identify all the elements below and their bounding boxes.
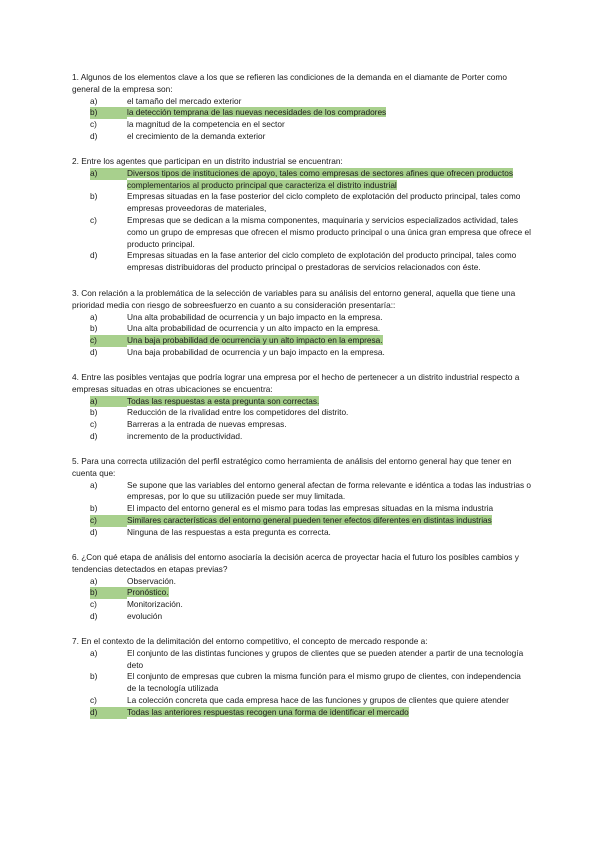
- option-c: [90, 215, 532, 250]
- option-text: Una baja probabilidad de ocurrencia y un bajo impacto en la empresa.: [127, 346, 385, 357]
- option-text: Empresas que se dedican a la misma componentes, maquinaria y servicios especializados actividad, tales como un grupo de empresas que ofrecen el mismo producto principal o una única gran empresa que ofrece el producto principal.: [127, 214, 532, 249]
- option-letter: a): [90, 575, 98, 586]
- option-letter: a): [90, 647, 98, 658]
- option-letter: a): [90, 479, 98, 490]
- question-7: [72, 636, 532, 719]
- option-c: [90, 119, 532, 131]
- option-b: [90, 323, 532, 335]
- option-b: [90, 191, 532, 215]
- option-b: [90, 407, 532, 419]
- option-text: Observación.: [127, 575, 176, 586]
- question-6: [72, 552, 532, 623]
- question-stem: 4. Entre las posibles ventajas que podría lograr una empresa por el hecho de pertenecer a un distrito industrial respecto a empresas situadas en otras ubicaciones se encuentra:: [72, 372, 520, 394]
- option-text: Reducción de la rivalidad entre los competidores del distrito.: [127, 407, 349, 418]
- option-letter: a): [90, 95, 98, 106]
- question-2: [72, 156, 532, 274]
- option-text: Barreras a la entrada de nuevas empresas.: [127, 419, 287, 430]
- option-b: [90, 671, 532, 695]
- option-letter: b): [90, 323, 98, 334]
- option-letter: c): [90, 335, 127, 347]
- question-stem: 5. Para una correcta utilización del perfil estratégico como herramienta de análisis del entorno general hay que tener en cuenta que:: [72, 456, 512, 478]
- option-letter: b): [90, 587, 127, 599]
- option-text: el crecimiento de la demanda exterior: [127, 130, 266, 141]
- option-text: evolución: [127, 610, 163, 621]
- option-letter: b): [90, 107, 127, 119]
- option-text: Todas las anteriores respuestas recogen una forma de identificar el mercado: [127, 706, 409, 717]
- question-stem: 1. Algunos de los elementos clave a los que se refieren las condiciones de la demanda en el diamante de Porter como general de la empresa son:: [72, 72, 507, 94]
- option-letter: a): [90, 311, 98, 322]
- option-c: [90, 599, 532, 611]
- option-letter: d): [90, 430, 98, 441]
- question-5: [72, 456, 532, 539]
- option-a: [90, 480, 532, 504]
- option-b-correct: [90, 587, 532, 599]
- option-text: Similares características del entorno general pueden tener efectos diferentes en distintas industrias: [127, 514, 492, 525]
- option-text: Empresas situadas en la fase posterior del ciclo completo de explotación del producto principal, tales como empresas proveedoras de materiales,: [127, 191, 521, 214]
- option-text: el tamaño del mercado exterior: [127, 95, 242, 106]
- option-text: Todas las respuestas a esta pregunta son correctas.: [127, 395, 320, 406]
- option-letter: a): [90, 168, 127, 180]
- option-a: [90, 648, 532, 672]
- option-letter: a): [90, 396, 127, 408]
- question-stem: 6. ¿Con qué etapa de análisis del entorno asociaría la decisión acerca de proyectar hacia el futuro los posibles cambios y tendencias detectados en etapas previas?: [72, 552, 519, 574]
- option-text: La colección concreta que cada empresa hace de las funciones y grupos de clientes que quiere atender: [127, 694, 509, 705]
- option-b-correct: [90, 107, 532, 119]
- option-letter: d): [90, 130, 98, 141]
- option-c: [90, 695, 532, 707]
- option-d: [90, 431, 532, 443]
- option-c-correct: [90, 515, 532, 527]
- question-4: [72, 372, 532, 443]
- question-stem: 2. Entre los agentes que participan en un distrito industrial se encuentran:: [72, 156, 343, 166]
- option-b: [90, 503, 532, 515]
- option-a: [90, 96, 532, 108]
- option-letter: c): [90, 515, 127, 527]
- option-letter: b): [90, 671, 98, 682]
- option-text: Monitorización.: [127, 599, 183, 610]
- option-d: [90, 131, 532, 143]
- option-d: [90, 611, 532, 623]
- option-c-correct: [90, 335, 532, 347]
- option-text: Una alta probabilidad de ocurrencia y un alto impacto en la empresa.: [127, 323, 381, 334]
- option-text: Se supone que las variables del entorno general afectan de forma relevante e idéntica a todas las industrias o empresas, por lo que su utilización puede ser muy limitada.: [127, 479, 532, 502]
- option-letter: c): [90, 599, 97, 610]
- option-d: [90, 250, 532, 274]
- option-text: El conjunto de las distintas funciones y grupos de clientes que se pueden atender a partir de una tecnología deto: [127, 647, 524, 670]
- question-stem: 7. En el contexto de la delimitación del entorno competitivo, el concepto de mercado responde a:: [72, 636, 428, 646]
- option-letter: b): [90, 503, 98, 514]
- option-letter: c): [90, 214, 97, 225]
- option-letter: d): [90, 346, 98, 357]
- option-text: Diversos tipos de instituciones de apoyo, tales como empresas de sectores afines que ofrecen productos complementarios al producto principal que caracteriza el distrito industrial: [127, 167, 514, 190]
- question-stem: 3. Con relación a la problemática de la selección de variables para su análisis del entorno general, aquella que tiene una prioridad media con riesgo de sobreesfuerzo en cuanto a su consideración presentaría::: [72, 288, 516, 310]
- option-letter: c): [90, 119, 97, 130]
- option-text: Empresas situadas en la fase anterior del ciclo completo de explotación del producto principal, tales como empresas distribuidoras del producto principal o prestadoras de servicios relacionados con éste.: [127, 250, 517, 273]
- option-letter: d): [90, 250, 98, 261]
- option-text: Una alta probabilidad de ocurrencia y un bajo impacto en la empresa.: [127, 311, 383, 322]
- question-3: [72, 288, 532, 359]
- option-text: la detección temprana de las nuevas necesidades de los compradores: [127, 107, 387, 118]
- option-d: [90, 347, 532, 359]
- option-text: El impacto del entorno general es el mismo para todas las empresas situadas en la misma industria: [127, 503, 494, 514]
- option-a: [90, 576, 532, 588]
- option-letter: b): [90, 407, 98, 418]
- option-text: Pronóstico.: [127, 587, 169, 598]
- option-letter: c): [90, 694, 97, 705]
- option-letter: b): [90, 191, 98, 202]
- option-c: [90, 419, 532, 431]
- option-a-correct: [90, 168, 532, 192]
- option-d-correct: [90, 707, 532, 719]
- option-text: Una baja probabilidad de ocurrencia y un alto impacto en la empresa.: [127, 335, 383, 346]
- option-d: [90, 527, 532, 539]
- option-letter: d): [90, 610, 98, 621]
- option-a-correct: [90, 396, 532, 408]
- option-text: Ninguna de las respuestas a esta pregunta es correcta.: [127, 526, 331, 537]
- option-letter: d): [90, 526, 98, 537]
- question-1: [72, 72, 532, 143]
- option-a: [90, 312, 532, 324]
- option-text: la magnitud de la competencia en el sector: [127, 119, 285, 130]
- option-text: incremento de la productividad.: [127, 430, 243, 441]
- option-letter: d): [90, 707, 127, 719]
- option-letter: c): [90, 419, 97, 430]
- option-text: El conjunto de empresas que cubren la misma función para el mismo grupo de clientes, con independencia de la tecnología utilizada: [127, 671, 521, 694]
